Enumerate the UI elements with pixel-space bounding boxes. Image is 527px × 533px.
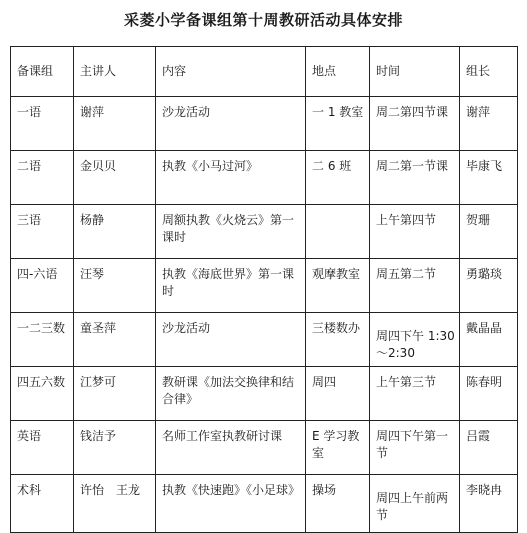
cell-content: 执教《小马过河》 bbox=[156, 151, 306, 205]
cell-content: 名师工作室执教研讨课 bbox=[156, 421, 306, 475]
cell-time: 周五第二节 bbox=[370, 259, 460, 313]
table-row bbox=[11, 421, 518, 475]
cell-time: 周四下午第一节 bbox=[370, 421, 460, 475]
cell-content: 周额执教《火烧云》第一课时 bbox=[156, 205, 306, 259]
schedule-table bbox=[10, 46, 518, 533]
cell-location bbox=[306, 205, 370, 259]
table-row bbox=[11, 151, 518, 205]
header-content: 内容 bbox=[156, 47, 306, 97]
cell-content: 执教《快速跑》《小足球》 bbox=[156, 475, 306, 533]
cell-leader: 吕霞 bbox=[460, 421, 518, 475]
table-row bbox=[11, 97, 518, 151]
table-row bbox=[11, 367, 518, 421]
cell-speaker: 童圣萍 bbox=[74, 313, 156, 367]
cell-group: 二语 bbox=[11, 151, 74, 205]
cell-leader: 戴晶晶 bbox=[460, 313, 518, 367]
cell-speaker: 许怡 王龙 bbox=[74, 475, 156, 533]
cell-leader: 李晓冉 bbox=[460, 475, 518, 533]
header-speaker: 主讲人 bbox=[74, 47, 156, 97]
table-row bbox=[11, 313, 518, 367]
cell-time: 上午第三节 bbox=[370, 367, 460, 421]
cell-location: 操场 bbox=[306, 475, 370, 533]
cell-group: 一二三数 bbox=[11, 313, 74, 367]
cell-location: E 学习教室 bbox=[306, 421, 370, 475]
cell-time: 周四下午 1:30～2:30 bbox=[370, 313, 460, 367]
cell-location: 二 6 班 bbox=[306, 151, 370, 205]
cell-content: 沙龙活动 bbox=[156, 313, 306, 367]
cell-leader: 陈春明 bbox=[460, 367, 518, 421]
cell-leader: 贺珊 bbox=[460, 205, 518, 259]
cell-group: 三语 bbox=[11, 205, 74, 259]
cell-speaker: 汪琴 bbox=[74, 259, 156, 313]
table-row bbox=[11, 259, 518, 313]
cell-speaker: 杨静 bbox=[74, 205, 156, 259]
cell-time: 周四上午前两节 bbox=[370, 475, 460, 533]
cell-speaker: 谢萍 bbox=[74, 97, 156, 151]
table-header-row bbox=[11, 47, 518, 97]
cell-leader: 毕康飞 bbox=[460, 151, 518, 205]
header-leader: 组长 bbox=[460, 47, 518, 97]
cell-speaker: 金贝贝 bbox=[74, 151, 156, 205]
cell-leader: 谢萍 bbox=[460, 97, 518, 151]
table-row bbox=[11, 205, 518, 259]
cell-group: 一语 bbox=[11, 97, 74, 151]
cell-location: 周四 bbox=[306, 367, 370, 421]
cell-leader: 勇璐琰 bbox=[460, 259, 518, 313]
cell-group: 四-六语 bbox=[11, 259, 74, 313]
cell-location: 一 1 教室 bbox=[306, 97, 370, 151]
cell-group: 术科 bbox=[11, 475, 74, 533]
cell-time: 周二第四节课 bbox=[370, 97, 460, 151]
cell-location: 三楼数办 bbox=[306, 313, 370, 367]
cell-speaker: 钱洁予 bbox=[74, 421, 156, 475]
cell-group: 四五六数 bbox=[11, 367, 74, 421]
cell-time: 周二第一节课 bbox=[370, 151, 460, 205]
table-row bbox=[11, 475, 518, 533]
cell-content: 沙龙活动 bbox=[156, 97, 306, 151]
document-title: 采菱小学备课组第十周教研活动具体安排 bbox=[123, 11, 403, 29]
cell-content: 教研课《加法交换律和结合律》 bbox=[156, 367, 306, 421]
cell-speaker: 江梦可 bbox=[74, 367, 156, 421]
cell-content: 执教《海底世界》第一课时 bbox=[156, 259, 306, 313]
cell-location: 观摩教室 bbox=[306, 259, 370, 313]
header-location: 地点 bbox=[306, 47, 370, 97]
cell-group: 英语 bbox=[11, 421, 74, 475]
header-group: 备课组 bbox=[11, 47, 74, 97]
cell-time: 上午第四节 bbox=[370, 205, 460, 259]
header-time: 时间 bbox=[370, 47, 460, 97]
